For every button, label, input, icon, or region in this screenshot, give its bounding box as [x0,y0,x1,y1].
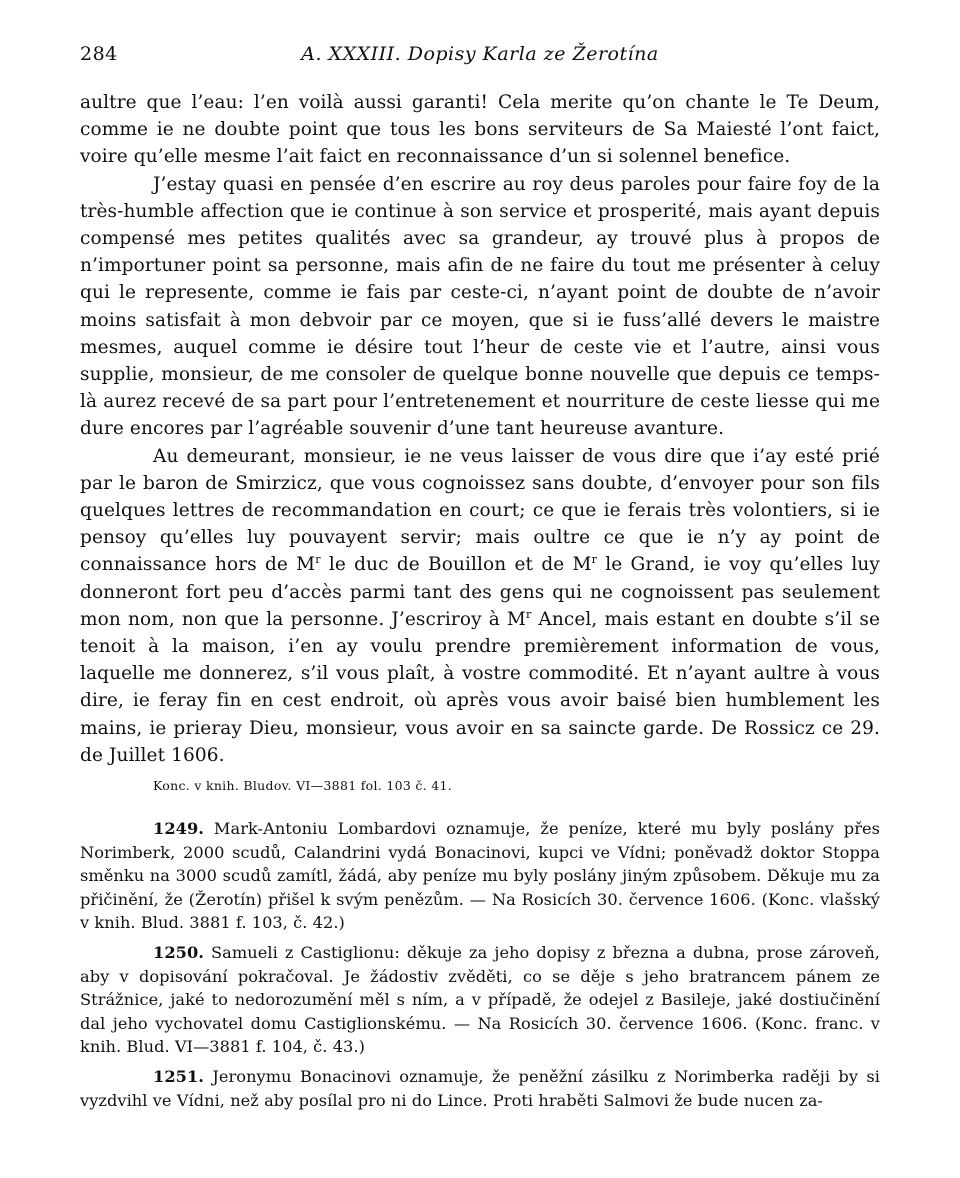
letter-paragraph-3-part-b: le duc de Bouillon et de M [320,554,592,576]
running-title: A. XXXIII. Dopisy Karla ze Žerotína [301,43,659,65]
source-note: Konc. v knih. Bludov. VI—3881 fol. 103 č. 41. [153,778,452,794]
letter-paragraph-1: aultre que l’eau: l’en voilà aussi garanti! Cela merite qu’on chante le Te Deum, comme ie ne doubte point que tous les bons serviteurs de Sa Maiesté l’ont faict, voire qu’elle mesme l’ait faict en reconnaissance d’un si solennel benefice. [80,92,880,168]
page-body [80,89,880,1112]
letter-paragraph-3-part-c: le Grand, ie voy qu’elles luy donneront fort peu d’accès parmi tant des gens qui ne cognoissent pas seulement mon nom, non que la personne. J’escriroy à M [80,554,880,630]
page-header [80,43,880,67]
superscript-r: r [525,607,532,621]
page-number: 284 [80,43,118,65]
entry-text: Jeronymu Bonacinovi oznamuje, že peněžní zásilku z Norimberka raději by si vyzdvihl ve Vídni, než aby posílal pro ni do Lince. Proti hraběti Salmovi že bude nucen za- [80,1067,880,1110]
entries-list [80,817,880,1112]
entry-number: 1251. [153,1067,204,1087]
superscript-r: r [315,553,321,567]
entry-text: Mark-Antoniu Lombardovi oznamuje, že peníze, které mu byly poslány přes Norimberk, 2000 scudů, Calandrini vydá Bonacinovi, kupci ve Vídni; poněvadž doktor Stoppa směnku na 3000 scudů zamítl, žádá, aby peníze mu byly poslány jiným způsobem. Děkuje mu za přičinění, že (Žerotín) přišel k svým penězům. — Na Rosicích 30. července 1606. (Konc. vlašský v knih. Blud. 3881 f. 103, č. 42.) [80,819,880,933]
entry-text: Samueli z Castiglionu: děkuje za jeho dopisy z března a dubna, prose zároveň, aby v dopisování pokračoval. Je žádostiv zvěděti, co se děje s jeho bratrancem pánem ze Strážnice, jaké to nedorozumění měl s ním, a v případě, že odejel z Basileje, jaké dostiučinění dal jeho vychovatel domu Castiglionskému. — Na Rosicích 30. července 1606. (Konc. franc. v knih. Blud. VI—3881 f. 104, č. 43.) [80,943,880,1057]
entry-1250 [80,941,880,1059]
entry-number: 1250. [153,943,204,963]
superscript-r: r [591,553,597,567]
letter-paragraph-3 [80,443,880,769]
letter-paragraph-3-part-a: Au demeurant, monsieur, ie ne veus laisser de vous dire que i’ay esté prié par le baron de Smirzicz, que vous cognoissez sans doubte, d’envoyer pour son fils quelques lettres de recommandation en court; ce que ie ferais très volontiers, si ie pensoy qu’elles luy pouvayent servir; mais oultre ce que ie n’y ay point de connaissance hors de M [80,445,880,576]
entry-1251 [80,1065,880,1112]
letter-paragraph-3-part-d: Ancel, mais estant en doubte s’il se tenoit à la maison, i’en ay voulu prendre premièrement information de vous, laquelle me donnerez, s’il vous plaît, à vostre commodité. Et n’ayant aultre à vous dire, ie feray fin en cest endroit, où après vous avoir baisé bien humblement les mains, ie prieray Dieu, monsieur, vous avoir en sa saincte garde. De Rossicz ce 29. de Juillet 1606. [80,608,880,766]
entry-number: 1249. [153,819,204,839]
letter-paragraph-2: J’estay quasi en pensée d’en escrire au roy deus paroles pour faire foy de la très-humble affection que ie continue à son service et prosperité, mais ayant depuis compensé mes petites qualités avec sa grandeur, ay trouvé plus à propos de n’importuner point sa personne, mais afin de ne faire du tout me présenter à celuy qui le represente, comme ie fais par ceste-ci, n’ayant point de doubte de n’avoir moins satisfait à mon debvoir par ce moyen, que si ie fuss’allé devers le maistre mesmes, auquel comme ie désire tout l’heur de ceste vie et l’autre, ainsi vous supplie, monsieur, de me consoler de quelque bonne nouvelle que depuis ce temps-là aurez recevé de sa part pour l’entretenement et nourriture de ceste liesse qui me dure encores par l’agréable souvenir d’une tant heureuse avanture. [80,173,880,440]
entry-1249 [80,817,880,935]
